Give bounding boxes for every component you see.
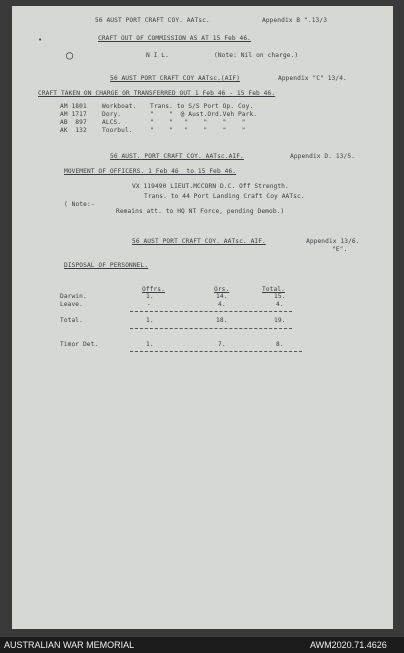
- cell-total: 15.: [274, 293, 286, 300]
- s2-row-name: Dory.: [102, 111, 122, 118]
- cell-ors: 4.: [218, 301, 226, 308]
- s4-appendix-letter: "E".: [332, 246, 348, 253]
- cell-offrs: -: [147, 301, 151, 308]
- col-ors: Ors.: [214, 286, 230, 293]
- s1-nil: N I L.: [146, 52, 169, 59]
- divider: [130, 351, 302, 352]
- s2-row-name: Toorbul.: [102, 127, 133, 134]
- col-offrs: Offrs.: [142, 286, 165, 293]
- timor-label: Timor Det.: [60, 341, 99, 348]
- s3-note-label: ( Note:-: [64, 201, 95, 208]
- s3-line2: Trans. to 44 Port Landing Craft Coy AATsc.: [144, 193, 305, 200]
- s3-title: 56 AUST. PORT CRAFT COY. AATsc.AIF.: [110, 153, 244, 160]
- s2-row-action: " " " " " ": [150, 127, 246, 134]
- total-label: Total.: [60, 317, 83, 324]
- s4-subtitle: DISPOSAL OF PERSONNEL.: [64, 262, 149, 269]
- s3-line1: VX 119490 LIEUT.MCCORN D.C. Off Strength.: [132, 183, 289, 190]
- header-unit: 56 AUST PORT CRAFT COY. AATsc.: [95, 17, 210, 24]
- divider: [130, 328, 292, 329]
- s1-note: (Note: Nil on charge.): [214, 52, 299, 59]
- total-ors: 18.: [216, 317, 228, 324]
- s1-title: CRAFT OUT OF COMMISSION AS AT 15 Feb 46.: [98, 35, 252, 42]
- s3-appendix: Appendix D. 13/5.: [290, 153, 356, 160]
- s2-row-action: " " @ Aust.Ord.Veh Park.: [150, 111, 258, 118]
- s4-title: 56 AUST PORT CRAFT COY. AATsc. AIF.: [132, 238, 266, 245]
- s2-row-action: Trans. to S/S Port Op. Coy.: [150, 103, 254, 110]
- s3-subtitle: MOVEMENT OF OFFICERS. 1 Feb 46 to 15 Feb 46.: [64, 168, 237, 175]
- s2-row-name: Workboat.: [102, 103, 137, 110]
- s2-row-code: AK 132: [60, 127, 87, 134]
- s2-title: 56 AUST PORT CRAFT COY AATsc.(AIF): [110, 75, 241, 82]
- s2-row-code: AM 1801: [60, 103, 87, 110]
- punch-hole: ○: [66, 48, 74, 62]
- cell-total: 4.: [276, 301, 284, 308]
- s3-line3: Remains att. to HQ NT Force, pending Demob.): [116, 208, 285, 215]
- s2-subtitle: CRAFT TAKEN ON CHARGE OR TRANSFERRED OUT 1 Feb 46 - 15 Feb 46.: [38, 90, 276, 97]
- timor-total: 8.: [276, 341, 284, 348]
- col-total: Total.: [262, 286, 285, 293]
- cell-ors: 14.: [216, 293, 228, 300]
- s2-appendix: Appendix "C" 13/4.: [278, 75, 347, 82]
- footer-source: AUSTRALIAN WAR MEMORIAL: [4, 640, 135, 650]
- s2-row-code: AB 897: [60, 119, 87, 126]
- s2-row-name: ALCS.: [102, 119, 122, 126]
- s2-row-action: " " " " " ": [150, 119, 246, 126]
- row-label: Darwin.: [60, 293, 87, 300]
- divider: [130, 311, 292, 312]
- total-offrs: 1.: [146, 317, 154, 324]
- s4-appendix: Appendix 13/6.: [306, 238, 360, 245]
- cell-offrs: 1.: [146, 293, 154, 300]
- total-total: 19.: [274, 317, 286, 324]
- timor-offrs: 1.: [146, 341, 154, 348]
- punch-mark: •: [38, 36, 43, 44]
- timor-ors: 7.: [218, 341, 226, 348]
- footer-id: AWM2020.71.4626: [310, 640, 387, 650]
- s2-row-code: AM 1717: [60, 111, 87, 118]
- header-appendix: Appendix B ".13/3: [262, 17, 328, 24]
- row-label: Leave.: [60, 301, 83, 308]
